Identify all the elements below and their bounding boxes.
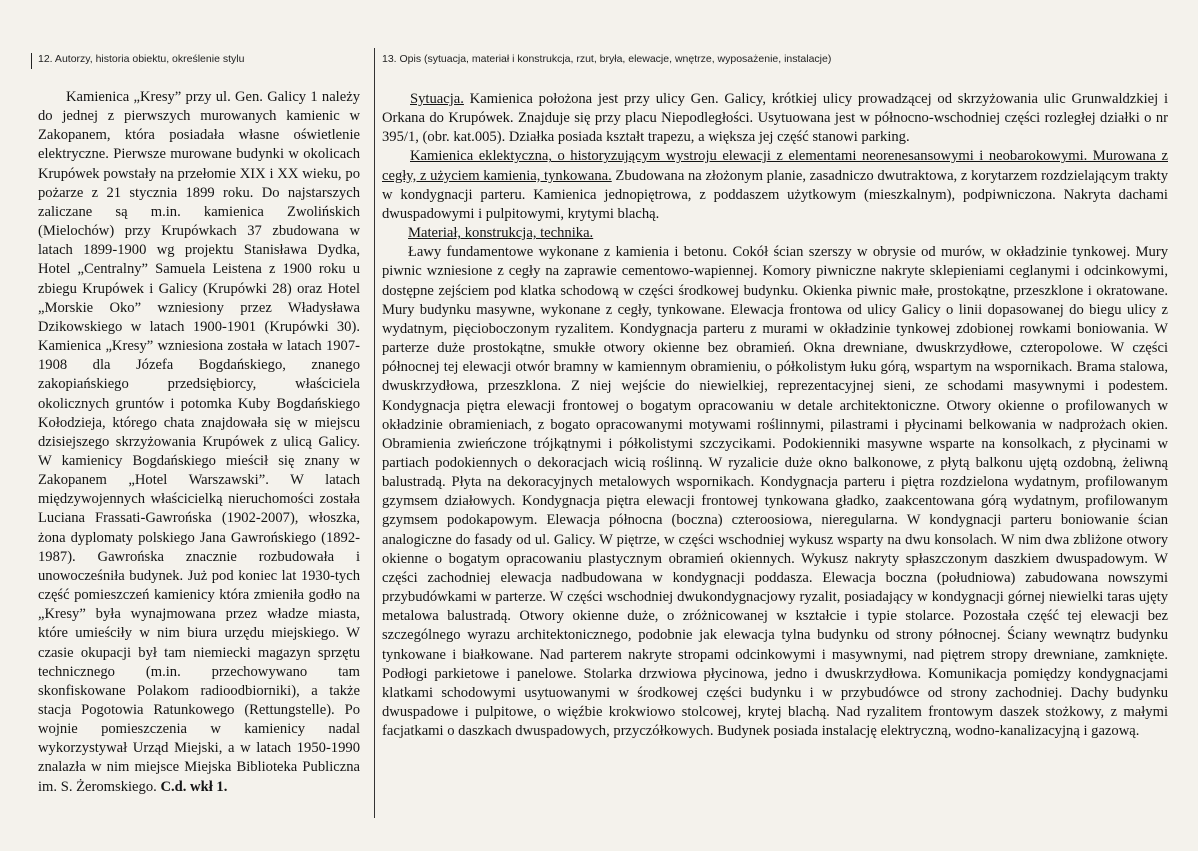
style-heading: Kamienica eklektyczna, o historyzującym wystroju elewacji z elementami neorenesansowymi i neobarokowymi. Murowana z cegły, z użyciem kamienia, tynkowana. xyxy=(382,148,1168,184)
situation-text: Kamienica położona jest przy ulicy Gen. Galicy, krótkiej ulicy prowadzącej od skrzyżowania ulic Grunwaldzkiej i Orkana do Krupówek. Znajduje się przy placu Niepodległości. Usytuowana jest w północno-wschodniej części rozległej działki o nr 395/1, (obr. kat.005). Działka posiada kształt trapezu, a większa jej część stanowi parking. xyxy=(382,91,1168,146)
description-column xyxy=(382,52,1168,741)
description-text xyxy=(382,90,1168,741)
construction-text: Ławy fundamentowe wykonane z kamienia i betonu. Cokół ścian szerszy w obrysie od murów, w okładzinie tynkowej. Mury piwnic wzniesione z cegły na zaprawie cementowo-wapiennej. Komory piwniczne nakryte sklepieniami ceglanymi i odcinkowymi, dostępne zejściem pod klatka schodową w części środkowej budynku. Okienka piwnic małe, prostokątne, przeszklone i okratowane. Mury budynku masywne, wykonane z cegły, tynkowane. Elewacja frontowa od ulicy Galicy o linii dopasowanej do biegu ulicy z wydatnym, pięcioboczonym ryzalitem. Kondygnacja parteru z murami w okładzinie tynkowej zdobionej rowkami boniowania. W parterze duże prostokątne, smukłe otwory okienne bez obramień. Okna drewniane, dwuskrzydłowe, czteropolowe. W części północnej tej elewacji otwór bramny w kamiennym obramieniu, o półkolistym łuku górą, wspartym na wspornikach. Brama stalowa, dwuskrzydłowa, przeszklona. Z niej wejście do niewielkiej, reprezentacyjnej sieni, ze schodami masywnymi i podestem. Kondygnacja piętra elewacji frontowej o bogatym opracowaniu w detale architektoniczne. Otwory okienne o profilowanych w okładzinie obramieniach, z bogato opracowanymi motywami roślinnymi, pilastrami i płycinami belkowania w nadprożach okien. Obramienia zwieńczone trójkątnymi i półkolistymi szczycikami. Podokienniki masywne wsparte na konsolkach, z płycinami w partiach podokiennych o dekoracjach wicią roślinną. W ryzalicie duże okno balkonowe, z płytą balkonu ujętą ozdobną, żeliwną balustradą. Płyta na dekoracyjnych metalowych wspornikach. Kondygnacja parteru i piętra rozdzielona wydatnym, profilowanym gzymsem działowych. Kondygnacja piętra elewacji frontowej tynkowana gładko, zaakcentowana górą wydatnym, profilowanym gzymsem podokapowym. Elewacja północna (boczna) czteroosiowa, nieregularna. W kondygnacji parteru boniowanie ścian analogiczne do fasady od ul. Galicy. W piętrze, w części wschodniej wykusz wsparty na dwu konsolach. W nim dwa zbliżone otwory okienne o bogatym opracowaniu plastycznym obramień okiennych. Wykusz nakryty spłaszczonym daszkiem dwuspadowym. W części zachodniej elewacja nadbudowana w kondygnacji poddasza. Elewacja boczna (południowa) zabudowana nowszymi przybudówkami w parterze. W części wschodniej dwukondygnacjowy ryzalit, posiadający w kondygnacji górnej niewielki taras ujęty metalowa balustradą. Otwory okienne duże, o zróżnicowanej w kształcie i typie stolarce. Pozostała część tej elewacji bez szczególnego wyrazu architektonicznego, podobnie jak elewacja tylna budynku od strony północnej. Ściany wewnątrz budynku tynkowane i białkowane. Nad parterem nakryte stropami odcinkowymi i masywnymi, nad piętrem stropy drewniane, zamknięte. Podłogi parkietowe i panelowe. Stolarka drzwiowa płycinowa, jedno i dwuskrzydłowa. Komunikacja pomiędzy kondygnacjami klatkami schodowymi usytuowanymi w środkowej części budynku i w przybudówce od strony zachodniej. Dachy budynku dwuspadowe i pulpitowe, o więźbie krokwiowo stolcowej, krytej blachą. Nad ryzalitem frontowym daszek stożkowy, z małymi facjatkami o daszkach dwuspadowych, przyczółkowych. Budynek posiada instalację elektryczną, wodno-kanalizacyjną i gazową. xyxy=(382,244,1168,740)
material-heading: Materiał, konstrukcja, technika. xyxy=(408,225,594,242)
situation-heading: Sytuacja. xyxy=(410,91,464,107)
description-header: 13. Opis (sytuacja, materiał i konstrukcja, rzut, bryła, elewacje, wnętrze, wyposażenie, instalacje) xyxy=(382,53,832,65)
style-text: Zbudowana na złożonym planie, zasadniczo dwutraktowa, z korytarzem rozdzielającym trakty w kondygnacji parteru. Kamienica jednopiętrowa, z poddaszem użytkowym (mieszkalnym), podpiwniczona. Nakryta dachami dwuspadowymi i pulpitowymi, krytymi blachą. xyxy=(382,167,1169,222)
history-body: Kamienica „Kresy” przy ul. Gen. Galicy 1 należy do jednej z pierwszych murowanych kamienic w Zakopanem, która posiadała własne oświetlenie elektryczne. Pierwsze murowane budynki w okolicach Krupówek powstały na przełomie XIX i XX wieku, po pożarze z 21 stycznia 1899 roku. Do najstarszych zaliczane są m.in. kamienica Zwolińskich (Mielochów) przy Krupówkach 37 zbudowana w latach 1899-1900 wg projektu Stanisława Dydka, Hotel „Centralny” Samuela Leistena z 1900 roku u zbiegu Krupówek i Galicy (Krupówki 28) oraz Hotel „Morskie Oko” wzniesiony przez Władysława Dzikowskiego w latach 1900-1901 (Krupówki 30). Kamienica „Kresy” wzniesiona została w latach 1907-1908 dla Józefa Bogdańskiego, znanego zakopiańskiego przedsiębiorcy, właściciela okolicznych gruntów i potomka Kuby Bogdańskiego Kołodzieja, którego chata znajdowała się w miejscu dzisiejszego skrzyżowania Krupówek z ulicą Galicy. W kamienicy Bogdańskiego mieścił się znany w Zakopanem „Hotel Warszawski”. W latach międzywojennych właścicielką nieruchomości została Luciana Frassati-Gawrońska (1902-2007), włoszka, żona dyplomaty polskiego Jana Gawrońskiego (1892-1987). Gawrońska znacznie rozbudowała i unowocześniła budynek. Już pod koniec lat 1930-tych część pomieszczeń kamienicy która zmieniła godło na „Kresy” była wynajmowana przez władze miasta, które umieściły w nim biura urzędu miejskiego. W czasie okupacji był tam niemiecki magazyn sprzętu technicznego (m.in. przechowywano tam skonfiskowane Polakom radioodbiorniki), a także stacja Pogotowia Ratunkowego (Rettungstelle). Po wojnie pomieszczenia w kamienicy nadal wykorzystywał Urząd Miejski, a w latach 1950-1990 znalazła w nim miejsce Miejska Biblioteka Publiczna im. S. Żeromskiego. xyxy=(38,89,360,795)
material-heading-paragraph xyxy=(382,224,1168,243)
history-text xyxy=(38,88,360,797)
continuation-note: C.d. wkł 1. xyxy=(160,778,228,795)
history-column xyxy=(38,52,360,797)
history-header: 12. Autorzy, historia obiektu, określenie stylu xyxy=(38,53,245,65)
situation-paragraph xyxy=(382,90,1168,147)
column-divider xyxy=(374,48,375,818)
style-paragraph xyxy=(382,147,1168,224)
left-header-rule xyxy=(31,53,32,69)
history-paragraph xyxy=(38,88,360,797)
construction-paragraph xyxy=(382,243,1168,741)
